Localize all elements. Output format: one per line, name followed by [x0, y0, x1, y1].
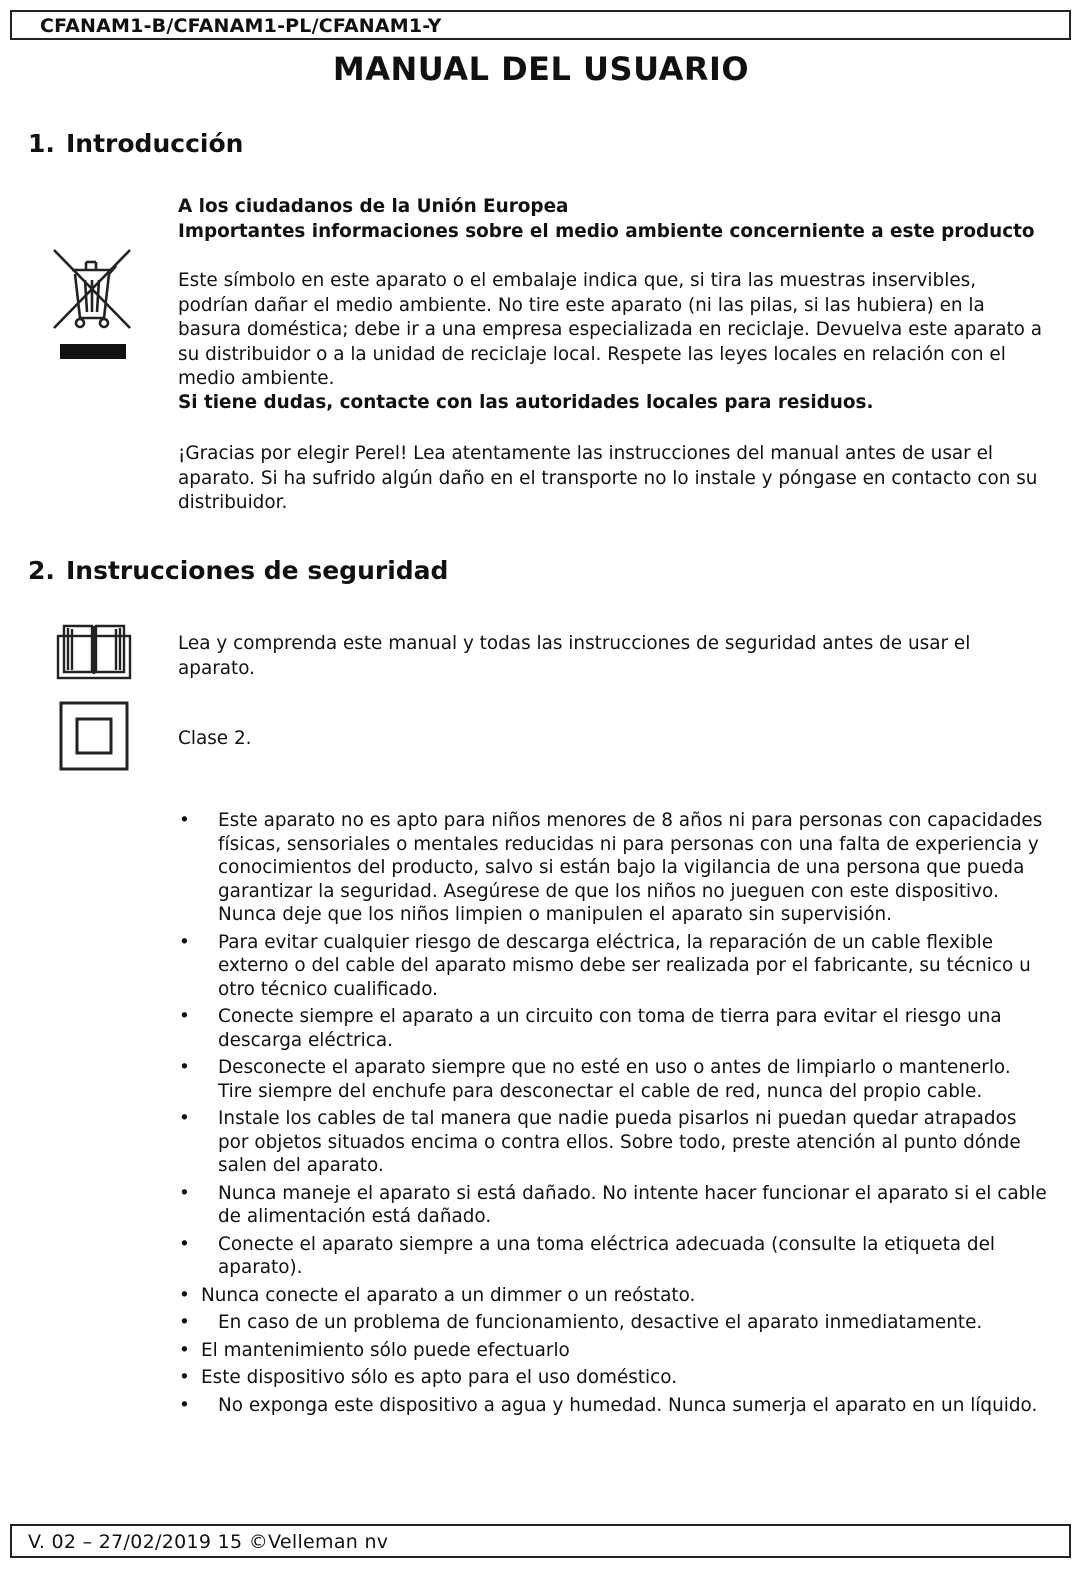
list-item: [178, 809, 1048, 927]
read-manual-book-icon: [56, 622, 132, 680]
section-heading-introduccion: [28, 129, 243, 158]
bullet-icon: •: [179, 1339, 190, 1361]
section-title: Instrucciones de seguridad: [66, 556, 449, 585]
list-item-text: Este aparato no es apto para niños menores de 8 años ni para personas con capacidades físicas, sensoriales o mentales reducidas ni para personas con una falta de experiencia y conocimientos del producto, salvo si están bajo la vigilancia de una persona que pueda garantizar la seguridad. Asegúrese de que los niños no jueguen con este dispositivo. Nunca deje que los niños limpien o manipulen el aparato sin supervisión.: [218, 810, 1043, 925]
eu-citizens-heading: A los ciudadanos de la Unión Europea: [178, 196, 569, 217]
list-item: [178, 1107, 1048, 1178]
list-item: [178, 1394, 1048, 1418]
thanks-text: ¡Gracias por elegir Perel! Lea atentamente las instrucciones del manual antes de usar el aparato. Si ha sufrido algún daño en el transporte no lo instale y póngase en contacto con su distribuidor.: [178, 443, 1038, 513]
footer-version-text: V. 02 – 27/02/2019 15 ©Velleman nv: [28, 1531, 389, 1553]
bullet-icon: •: [179, 1284, 190, 1306]
section-number: 2.: [28, 556, 55, 585]
list-item: [178, 1182, 1048, 1229]
list-item: [178, 1005, 1048, 1052]
section-title: Introducción: [66, 129, 244, 158]
footer-bar: [10, 1524, 1071, 1558]
list-item-text: En caso de un problema de funcionamiento, desactive el aparato inmediatamente.: [218, 1312, 983, 1333]
list-item-text: El mantenimiento sólo puede efectuarlo: [201, 1339, 570, 1361]
safety-instructions-list: [178, 809, 1048, 1421]
bullet-icon: •: [179, 1057, 190, 1078]
page-title: MANUAL DEL USUARIO: [332, 50, 750, 88]
list-item: [178, 1233, 1048, 1280]
list-item-text: Conecte el aparato siempre a una toma eléctrica adecuada (consulte la etiqueta del aparato).: [218, 1233, 995, 1278]
list-item-text: Conecte siempre el aparato a un circuito con toma de tierra para evitar el riesgo una descarga eléctrica.: [218, 1006, 1002, 1051]
list-item-text: No exponga este dispositivo a agua y humedad. Nunca sumerja el aparato en un líquido.: [218, 1394, 1038, 1416]
section-heading-seguridad: [28, 556, 448, 585]
list-item: [178, 1311, 1048, 1335]
environment-contact: Si tiene dudas, contacte con las autoridades locales para residuos.: [178, 392, 874, 413]
read-manual-text: Lea y comprenda este manual y todas las instrucciones de seguridad antes de usar el aparato.: [178, 633, 971, 679]
list-item-text: Instale los cables de tal manera que nadie pueda pisarlos ni puedan quedar atrapados por objetos situados encima o contra ellos. Sobre todo, preste atención al punto dónde salen del aparato.: [218, 1108, 1021, 1176]
bullet-icon: •: [179, 1233, 190, 1255]
bullet-icon: •: [179, 1182, 190, 1204]
bullet-icon: •: [179, 1006, 190, 1027]
list-item: [178, 1056, 1048, 1103]
list-item: [178, 1366, 1048, 1390]
section-number: 1.: [28, 129, 55, 158]
environment-heading: Importantes informaciones sobre el medio ambiente concerniente a este producto: [178, 221, 1035, 242]
bullet-icon: •: [179, 810, 190, 831]
list-item: [178, 1339, 1048, 1363]
list-item-text: Para evitar cualquier riesgo de descarga eléctrica, la reparación de un cable flexible externo o del cable del aparato mismo debe ser realizada por el fabricante, su técnico u otro técnico cualificado.: [218, 931, 1031, 1000]
bullet-icon: •: [179, 1367, 190, 1388]
list-item: [178, 1284, 1048, 1308]
list-item-text: Nunca conecte el aparato a un dimmer o un reóstato.: [201, 1284, 696, 1306]
environment-text: Este símbolo en este aparato o el embalaje indica que, si tira las muestras inservibles, podrían dañar el medio ambiente. No tire este aparato (ni las pilas, si las hubiera) en la basura doméstica; debe ir a una empresa especializada en reciclaje. Devuelva este aparato a su distribuidor o a la unidad de reciclaje local. Respete las leyes locales en relación con el medio ambiente.: [178, 270, 1043, 389]
weee-crossed-bin-icon: [50, 244, 136, 362]
bullet-icon: •: [179, 1312, 190, 1333]
bullet-icon: •: [179, 1394, 190, 1416]
bullet-icon: •: [179, 1108, 190, 1129]
header-bar: [10, 10, 1071, 40]
bullet-icon: •: [179, 931, 190, 953]
class-2-double-insulation-icon: [59, 701, 129, 771]
list-item-text: Desconecte el aparato siempre que no esté en uso o antes de limpiarlo o mantenerlo. Tire siempre del enchufe para desconectar el cable de red, nunca del propio cable.: [218, 1057, 1011, 1102]
list-item: [178, 931, 1048, 1002]
list-item-text: Nunca maneje el aparato si está dañado. No intente hacer funcionar el aparato si el cable de alimentación está dañado.: [218, 1182, 1047, 1227]
class-2-text: Clase 2.: [178, 728, 252, 749]
model-codes: CFANAM1-B/CFANAM1-PL/CFANAM1-Y: [40, 15, 442, 37]
list-item-text: Este dispositivo sólo es apto para el uso doméstico.: [201, 1367, 678, 1388]
